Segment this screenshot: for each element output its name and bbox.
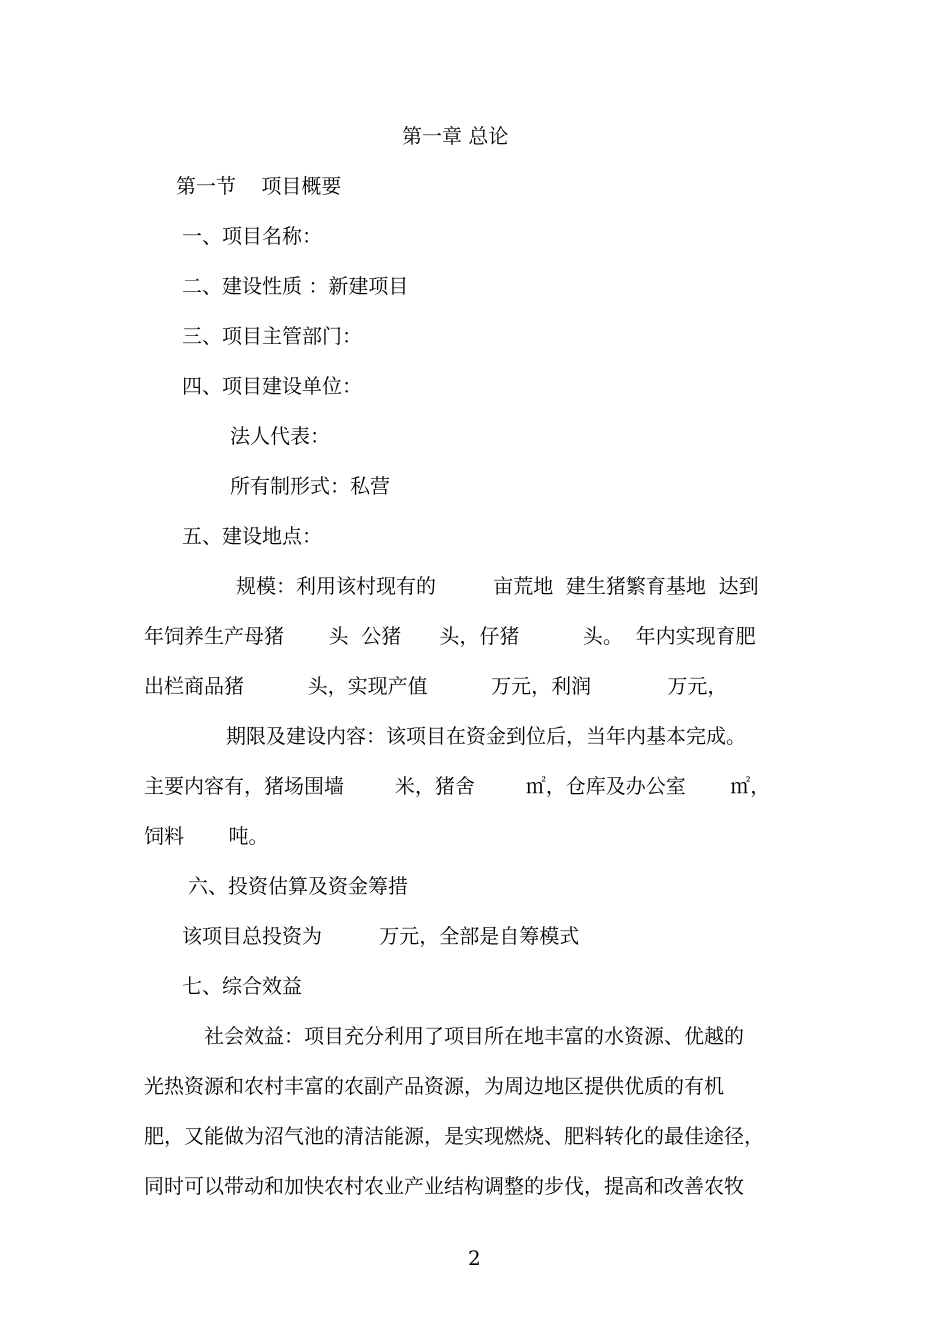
section-heading: 第一节 项目概要 bbox=[176, 174, 342, 198]
item-construction-unit: 四、项目建设单位： bbox=[182, 374, 362, 398]
item-construction-nature: 二、建设性质 ：新建项目 bbox=[182, 274, 409, 298]
benefits-paragraph-line: 光热资源和农村丰富的农副产品资源，为周边地区提供优质的有机 bbox=[144, 1074, 724, 1098]
page-number: 2 bbox=[468, 1246, 481, 1270]
item-project-name: 一、项目名称： bbox=[182, 224, 322, 248]
benefits-paragraph-line: 社会效益：项目充分利用了项目所在地丰富的水资源、优越的 bbox=[204, 1024, 744, 1048]
content-paragraph-line: 饲料 吨。 bbox=[144, 824, 269, 848]
content-paragraph-line: 主要内容有，猪场围墙 米，猪舍 ㎡，仓库及办公室 ㎡， bbox=[144, 774, 771, 798]
item-ownership: 所有制形式：私营 bbox=[230, 474, 390, 498]
item-investment: 六、投资估算及资金筹措 bbox=[188, 874, 408, 898]
scale-paragraph-line: 规模：利用该村现有的 亩荒地 建生猪繁育基地 达到 bbox=[236, 574, 759, 598]
scale-paragraph-line: 年饲养生产母猪 头 公猪 头，仔猪 头。 年内实现育肥 bbox=[144, 624, 756, 648]
content-paragraph-line: 期限及建设内容：该项目在资金到位后，当年内基本完成。 bbox=[226, 724, 746, 748]
item-location: 五、建设地点： bbox=[182, 524, 322, 548]
investment-text: 该项目总投资为 万元，全部是自筹模式 bbox=[182, 924, 580, 948]
item-supervising-dept: 三、项目主管部门： bbox=[182, 324, 362, 348]
scale-paragraph-line: 出栏商品猪 头，实现产值 万元，利润 万元， bbox=[144, 674, 728, 698]
benefits-paragraph-line: 同时可以带动和加快农村农业产业结构调整的步伐，提高和改善农牧 bbox=[144, 1174, 744, 1198]
item-benefits: 七、综合效益 bbox=[182, 974, 302, 998]
benefits-paragraph-line: 肥，又能做为沼气池的清洁能源，是实现燃烧、肥料转化的最佳途径， bbox=[144, 1124, 764, 1148]
item-legal-rep: 法人代表： bbox=[230, 424, 330, 448]
chapter-title: 第一章 总论 bbox=[402, 124, 509, 148]
